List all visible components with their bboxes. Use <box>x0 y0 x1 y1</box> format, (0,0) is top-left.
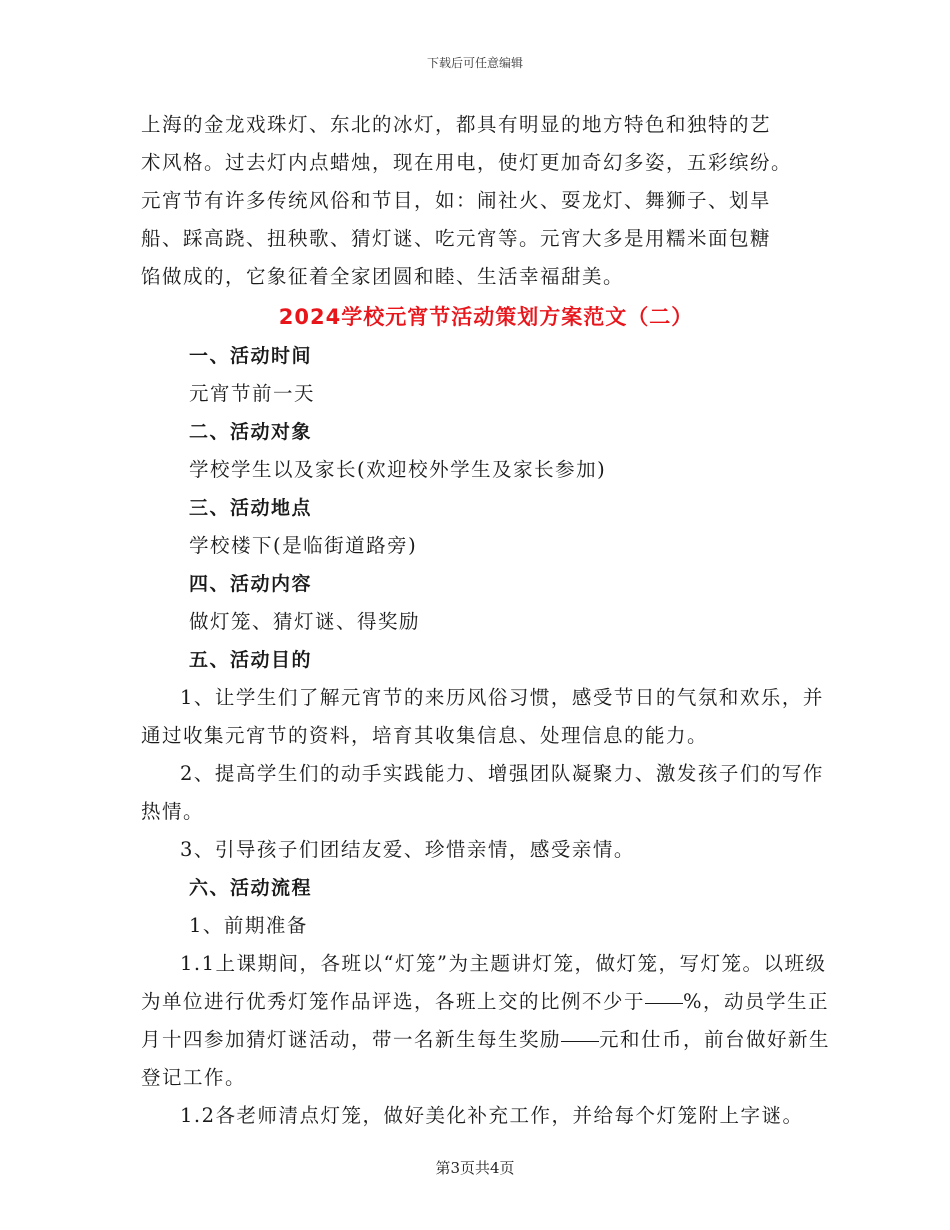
section-heading-place: 三、活动地点 <box>189 497 313 519</box>
section-heading-target: 二、活动对象 <box>189 421 313 443</box>
process-sub-1: 1、前期准备 <box>189 914 308 937</box>
section-body-time: 元宵节前一天 <box>189 382 316 405</box>
section-heading-time: 一、活动时间 <box>189 345 313 367</box>
purpose-item-1: 1、让学生们了解元宵节的来历风俗习惯，感受节日的气氛和欢乐，并通过收集元宵节的资料，培育其收集信息、处理信息的能力。 <box>141 686 824 747</box>
section-heading-content: 四、活动内容 <box>189 573 313 595</box>
section-body-content: 做灯笼、猜灯谜、得奖励 <box>189 610 421 633</box>
header-note: 下载后可任意编辑 <box>426 56 523 70</box>
section-body-place: 学校楼下(是临街道路旁) <box>189 534 418 557</box>
document-title: 2024学校元宵节活动策划方案范文（二） <box>278 305 694 329</box>
section-body-target: 学校学生以及家长(欢迎校外学生及家长参加) <box>189 458 607 481</box>
intro-line: 馅做成的，它象征着全家团圆和睦、生活幸福甜美。 <box>141 265 625 288</box>
process-item-1-1-part-a: 1.1上课期间，各班以“灯笼”为主题讲灯笼，做灯笼，写灯笼。以班级为单位进行优秀灯笼作品评选，各班上交的比例不少于 <box>141 952 827 1013</box>
intro-line: 船、踩高跷、扭秧歌、猜灯谜、吃元宵等。元宵大多是用糯米面包糖 <box>141 227 772 250</box>
purpose-item-3: 3、引导孩子们团结友爱、珍惜亲情，感受亲情。 <box>180 838 635 861</box>
process-item-1-1 <box>141 945 831 1097</box>
document-body <box>141 106 831 1135</box>
fill-blank <box>645 1002 683 1004</box>
purpose-item-2: 2、提高学生们的动手实践能力、增强团队凝聚力、激发孩子们的写作热情。 <box>141 762 824 823</box>
page-footer: 第3页共4页 <box>435 1159 515 1177</box>
intro-line: 元宵节有许多传统风俗和节目，如：闹社火、耍龙灯、舞狮子、划旱 <box>141 189 772 212</box>
process-item-1-1-part-b: %，动员学生正月十四参加猜灯谜活动，带一名新生每生奖励 <box>141 990 830 1051</box>
section-heading-process: 六、活动流程 <box>189 877 313 899</box>
process-item-1-1-part-c: 元和仕币，前台做好新生登记工作。 <box>141 1028 831 1089</box>
section-heading-purpose: 五、活动目的 <box>189 649 313 671</box>
process-item-1-2: 1.2各老师清点灯笼，做好美化补充工作，并给每个灯笼附上字谜。 <box>180 1104 804 1127</box>
fill-blank <box>561 1040 599 1042</box>
intro-line: 术风格。过去灯内点蜡烛，现在用电，使灯更加奇幻多姿，五彩缤纷。 <box>141 151 793 174</box>
intro-line: 上海的金龙戏珠灯、东北的冰灯，都具有明显的地方特色和独特的艺 <box>141 113 772 136</box>
